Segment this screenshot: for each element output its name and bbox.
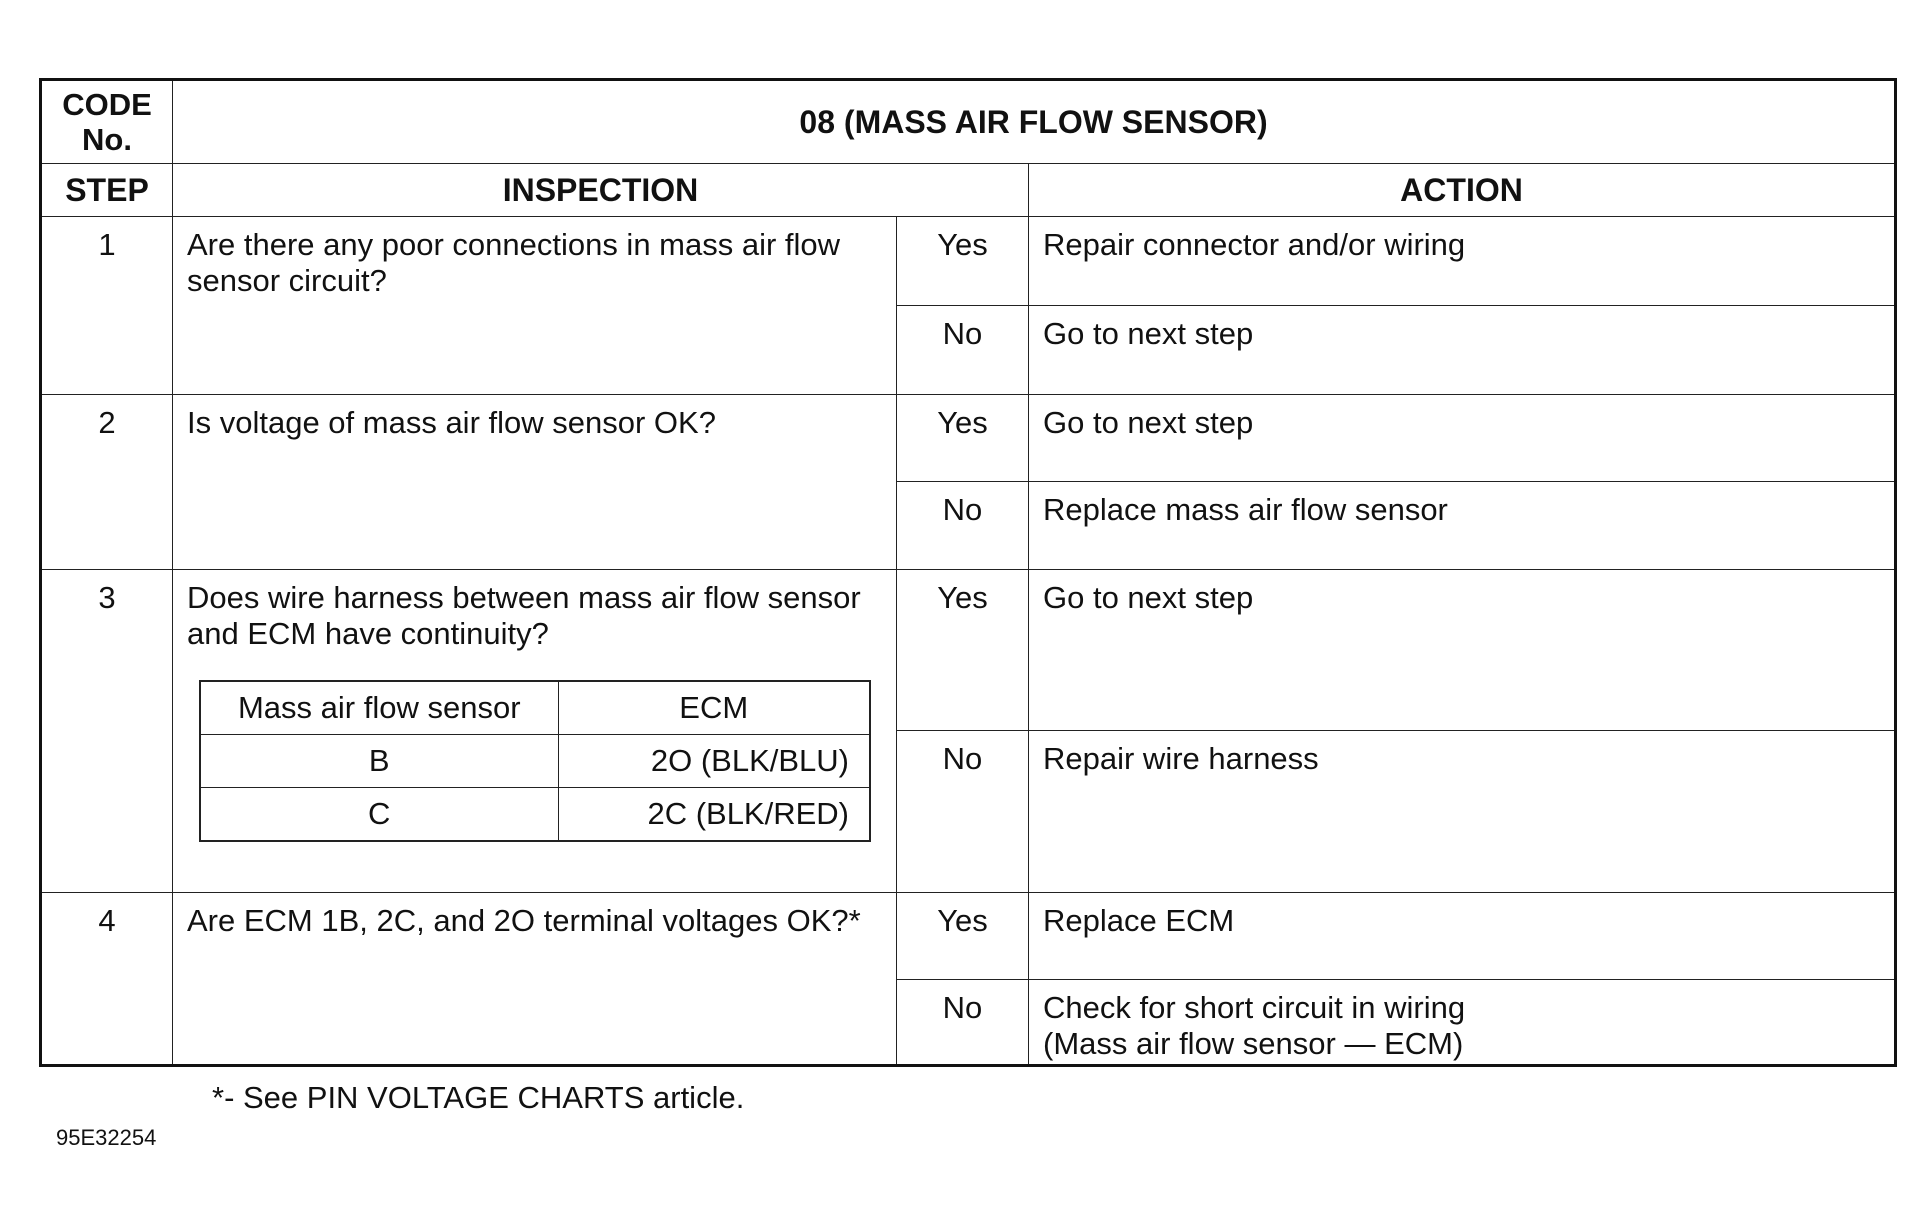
- step-number: 2: [41, 395, 173, 570]
- subtable-cell-sensor: C: [200, 788, 558, 842]
- step-4-yes-row: [41, 893, 1896, 980]
- no-action: Go to next step: [1029, 306, 1896, 395]
- subtable-header-sensor: Mass air flow sensor: [200, 681, 558, 735]
- no-label: No: [897, 306, 1029, 395]
- step-number: 4: [41, 893, 173, 1066]
- inspection-header: INSPECTION: [173, 164, 1029, 217]
- subtable-cell-ecm: 2C (BLK/RED): [558, 788, 870, 842]
- no-label: No: [897, 980, 1029, 1066]
- no-action-line1: Check for short circuit in wiring: [1043, 990, 1466, 1025]
- inspection-question: Are there any poor connections in mass air flow sensor circuit?: [173, 217, 897, 395]
- code-label-line2: No.: [82, 122, 132, 157]
- step-number: 1: [41, 217, 173, 395]
- inspection-question: Is voltage of mass air flow sensor OK?: [173, 395, 897, 570]
- yes-label: Yes: [897, 570, 1029, 731]
- subtable-row: [200, 788, 870, 842]
- header-row-columns: [41, 164, 1896, 217]
- no-action: [1029, 980, 1896, 1066]
- subtable-cell-ecm: 2O (BLK/BLU): [558, 735, 870, 788]
- step-header: STEP: [41, 164, 173, 217]
- code-number-header: [41, 80, 173, 164]
- inspection-question: [173, 570, 897, 893]
- no-label: No: [897, 731, 1029, 893]
- yes-action: Go to next step: [1029, 570, 1896, 731]
- subtable-header-ecm: ECM: [558, 681, 870, 735]
- inspection-question: Are ECM 1B, 2C, and 2O terminal voltages OK?*: [173, 893, 897, 1066]
- footnote: *- See PIN VOLTAGE CHARTS article.: [212, 1080, 745, 1115]
- step-2-yes-row: [41, 395, 1896, 482]
- diagnostic-table: [39, 78, 1897, 1067]
- yes-action: Go to next step: [1029, 395, 1896, 482]
- action-header: ACTION: [1029, 164, 1896, 217]
- yes-label: Yes: [897, 217, 1029, 306]
- yes-action: Replace ECM: [1029, 893, 1896, 980]
- code-label-line1: CODE: [62, 87, 152, 122]
- yes-label: Yes: [897, 395, 1029, 482]
- yes-action: Repair connector and/or wiring: [1029, 217, 1896, 306]
- continuity-subtable: [199, 680, 871, 842]
- step-3-yes-row: [41, 570, 1896, 731]
- figure-id: 95E32254: [56, 1125, 157, 1150]
- step-1-yes-row: [41, 217, 1896, 306]
- header-row-code: [41, 80, 1896, 164]
- subtable-cell-sensor: B: [200, 735, 558, 788]
- no-action: Replace mass air flow sensor: [1029, 482, 1896, 570]
- step-number: 3: [41, 570, 173, 893]
- no-action-line2: (Mass air flow sensor — ECM): [1043, 1026, 1464, 1061]
- code-title: 08 (MASS AIR FLOW SENSOR): [173, 80, 1896, 164]
- subtable-header-row: [200, 681, 870, 735]
- yes-label: Yes: [897, 893, 1029, 980]
- no-label: No: [897, 482, 1029, 570]
- subtable-row: [200, 735, 870, 788]
- no-action: Repair wire harness: [1029, 731, 1896, 893]
- inspection-question-text: Does wire harness between mass air flow sensor and ECM have continuity?: [187, 580, 861, 651]
